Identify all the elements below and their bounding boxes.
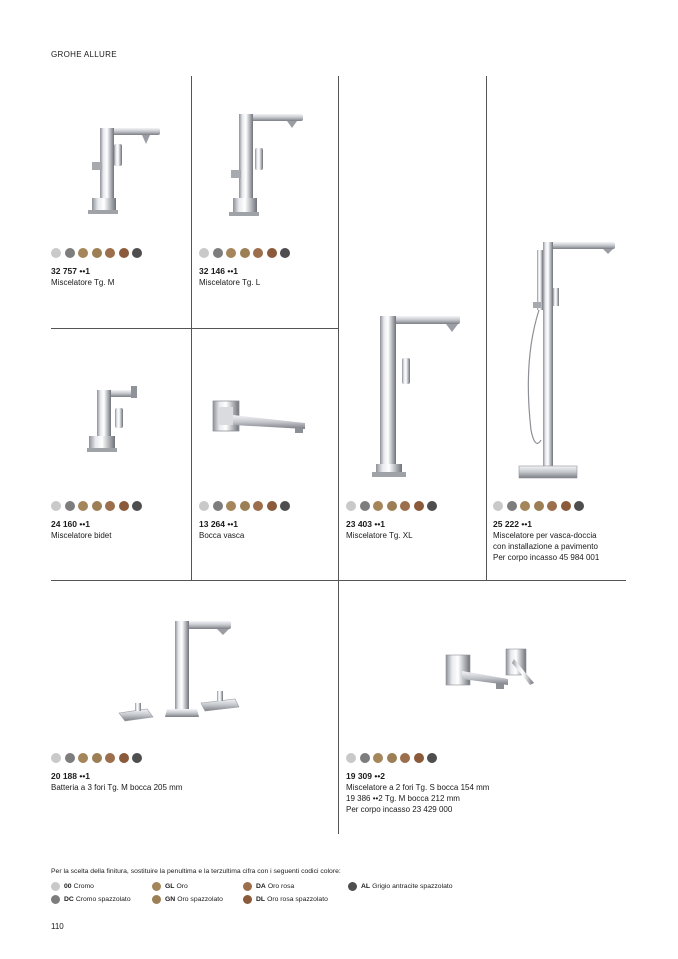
swatch-oro-rosa-spazzolato xyxy=(267,501,277,511)
swatch-oro xyxy=(78,501,88,511)
swatch-cromo-spazzolato xyxy=(51,895,60,904)
legend-item xyxy=(243,895,328,904)
product-description: Miscelatore a 2 fori Tg. S bocca 154 mm xyxy=(346,783,490,792)
brand-title: GROHE ALLURE xyxy=(51,50,117,59)
legend-item xyxy=(348,882,453,891)
swatch-grigio-antracite xyxy=(132,753,142,763)
product-description: Miscelatore per vasca-doccia xyxy=(493,531,597,540)
swatch-oro-spazzolato xyxy=(387,753,397,763)
swatch-cromo-spazzolato xyxy=(65,501,75,511)
faucet-image xyxy=(86,124,166,228)
swatch-oro xyxy=(152,882,161,891)
swatch-cromo xyxy=(199,501,209,511)
swatch-oro-spazzolato xyxy=(152,895,161,904)
swatch-grigio-antracite xyxy=(132,248,142,258)
swatch-cromo-spazzolato xyxy=(65,753,75,763)
swatch-oro-rosa-spazzolato xyxy=(243,895,252,904)
product-card[interactable] xyxy=(51,76,191,328)
swatch-cromo xyxy=(346,753,356,763)
product-code: 19 309 ••2 xyxy=(346,771,386,781)
swatch-cromo xyxy=(51,501,61,511)
product-description: Miscelatore Tg. L xyxy=(199,278,261,287)
finish-note: Per la scelta della finitura, sostituire la penultima e la terzultima cifra con i seguenti codici colore: xyxy=(51,868,341,875)
swatch-oro-spazzolato xyxy=(92,248,102,258)
product-card[interactable] xyxy=(51,329,191,580)
swatch-oro-rosa-spazzolato xyxy=(414,753,424,763)
swatch-cromo xyxy=(51,882,60,891)
product-description: Miscelatore Tg. XL xyxy=(346,531,413,540)
product-card[interactable] xyxy=(51,581,338,834)
swatch-oro xyxy=(78,753,88,763)
product-card[interactable] xyxy=(199,76,338,328)
swatch-oro-rosa-spazzolato xyxy=(414,501,424,511)
finish-swatches xyxy=(51,248,142,258)
swatch-oro-spazzolato xyxy=(240,501,250,511)
swatch-grigio-antracite xyxy=(280,501,290,511)
swatch-cromo-spazzolato xyxy=(507,501,517,511)
product-code: 24 160 ••1 xyxy=(51,519,91,529)
product-code: 13 264 ••1 xyxy=(199,519,239,529)
legend-label: Grigio antracite spazzolato xyxy=(372,883,453,890)
swatch-cromo-spazzolato xyxy=(65,248,75,258)
product-code: 25 222 ••1 xyxy=(493,519,533,529)
legend-item xyxy=(243,882,294,891)
product-code: 32 146 ••1 xyxy=(199,266,239,276)
swatch-oro-spazzolato xyxy=(534,501,544,511)
product-card[interactable] xyxy=(346,581,626,834)
faucet-image xyxy=(227,112,307,228)
spout-image xyxy=(211,397,311,441)
swatch-oro xyxy=(78,248,88,258)
swatch-cromo-spazzolato xyxy=(360,753,370,763)
product-card[interactable] xyxy=(199,329,338,580)
legend-label: Oro xyxy=(176,883,188,890)
swatch-oro-rosa-spazzolato xyxy=(267,248,277,258)
legend-label: Oro rosa xyxy=(267,883,295,890)
swatch-cromo xyxy=(493,501,503,511)
swatch-oro xyxy=(373,753,383,763)
swatch-oro-rosa xyxy=(400,501,410,511)
wall-mixer-image xyxy=(442,645,542,703)
finish-swatches xyxy=(51,753,142,763)
legend-item xyxy=(152,895,223,904)
swatch-oro-rosa xyxy=(547,501,557,511)
legend-label: Cromo xyxy=(73,883,94,890)
product-card[interactable] xyxy=(346,76,486,580)
divider xyxy=(486,76,487,580)
divider xyxy=(191,76,192,580)
product-code: 23 403 ••1 xyxy=(346,519,386,529)
swatch-oro-rosa xyxy=(400,753,410,763)
swatch-oro-spazzolato xyxy=(387,501,397,511)
product-description: Per corpo incasso 45 984 001 xyxy=(493,553,600,562)
legend-code: AL xyxy=(361,883,371,890)
legend-label: Cromo spazzolato xyxy=(75,896,131,903)
swatch-oro-rosa xyxy=(243,882,252,891)
product-code: 32 757 ••1 xyxy=(51,266,91,276)
floor-mixer-image xyxy=(513,240,623,482)
page-number: 110 xyxy=(51,922,64,931)
legend-item xyxy=(51,882,94,891)
swatch-oro-spazzolato xyxy=(92,753,102,763)
swatch-oro-rosa-spazzolato xyxy=(561,501,571,511)
legend-item xyxy=(51,895,131,904)
swatch-oro-spazzolato xyxy=(92,501,102,511)
legend-code: DC xyxy=(64,896,74,903)
swatch-oro-rosa-spazzolato xyxy=(119,753,129,763)
swatch-cromo-spazzolato xyxy=(213,501,223,511)
swatch-oro-rosa-spazzolato xyxy=(119,501,129,511)
swatch-oro-rosa xyxy=(105,753,115,763)
swatch-cromo xyxy=(51,248,61,258)
legend-code: DA xyxy=(256,883,266,890)
swatch-cromo xyxy=(346,501,356,511)
swatch-grigio-antracite xyxy=(427,501,437,511)
swatch-oro-rosa xyxy=(105,501,115,511)
swatch-oro xyxy=(226,248,236,258)
product-card[interactable] xyxy=(493,76,626,580)
swatch-grigio-antracite xyxy=(280,248,290,258)
swatch-oro-rosa xyxy=(253,501,263,511)
finish-swatches xyxy=(199,248,290,258)
product-code: 20 188 ••1 xyxy=(51,771,91,781)
legend-label: Oro spazzolato xyxy=(177,896,223,903)
three-hole-mixer-image xyxy=(117,617,247,725)
swatch-oro-rosa-spazzolato xyxy=(119,248,129,258)
legend-code: GN xyxy=(165,896,176,903)
swatch-grigio-antracite xyxy=(427,753,437,763)
legend-code: 00 xyxy=(64,883,72,890)
legend-label: Oro rosa spazzolato xyxy=(267,896,328,903)
swatch-cromo xyxy=(51,753,61,763)
finish-swatches xyxy=(346,501,437,511)
swatch-grigio-antracite xyxy=(348,882,357,891)
swatch-grigio-antracite xyxy=(132,501,142,511)
finish-swatches xyxy=(199,501,290,511)
product-description: Miscelatore bidet xyxy=(51,531,112,540)
finish-swatches xyxy=(346,753,437,763)
legend-code: DL xyxy=(256,896,266,903)
swatch-oro xyxy=(373,501,383,511)
finish-swatches xyxy=(493,501,584,511)
swatch-cromo xyxy=(199,248,209,258)
product-description: con installazione a pavimento xyxy=(493,542,598,551)
product-description: Bocca vasca xyxy=(199,531,245,540)
swatch-cromo-spazzolato xyxy=(360,501,370,511)
swatch-oro-rosa xyxy=(253,248,263,258)
swatch-oro xyxy=(520,501,530,511)
product-description: Batteria a 3 fori Tg. M bocca 205 mm xyxy=(51,783,183,792)
finish-swatches xyxy=(51,501,142,511)
swatch-oro-rosa xyxy=(105,248,115,258)
faucet-image xyxy=(366,314,466,482)
legend-item xyxy=(152,882,188,891)
faucet-image xyxy=(85,384,165,456)
swatch-grigio-antracite xyxy=(574,501,584,511)
swatch-oro xyxy=(226,501,236,511)
product-description: 19 386 ••2 Tg. M bocca 212 mm xyxy=(346,794,460,803)
legend-code: GL xyxy=(165,883,175,890)
swatch-oro-spazzolato xyxy=(240,248,250,258)
product-description: Per corpo incasso 23 429 000 xyxy=(346,805,453,814)
product-description: Miscelatore Tg. M xyxy=(51,278,115,287)
swatch-cromo-spazzolato xyxy=(213,248,223,258)
divider xyxy=(338,76,339,834)
